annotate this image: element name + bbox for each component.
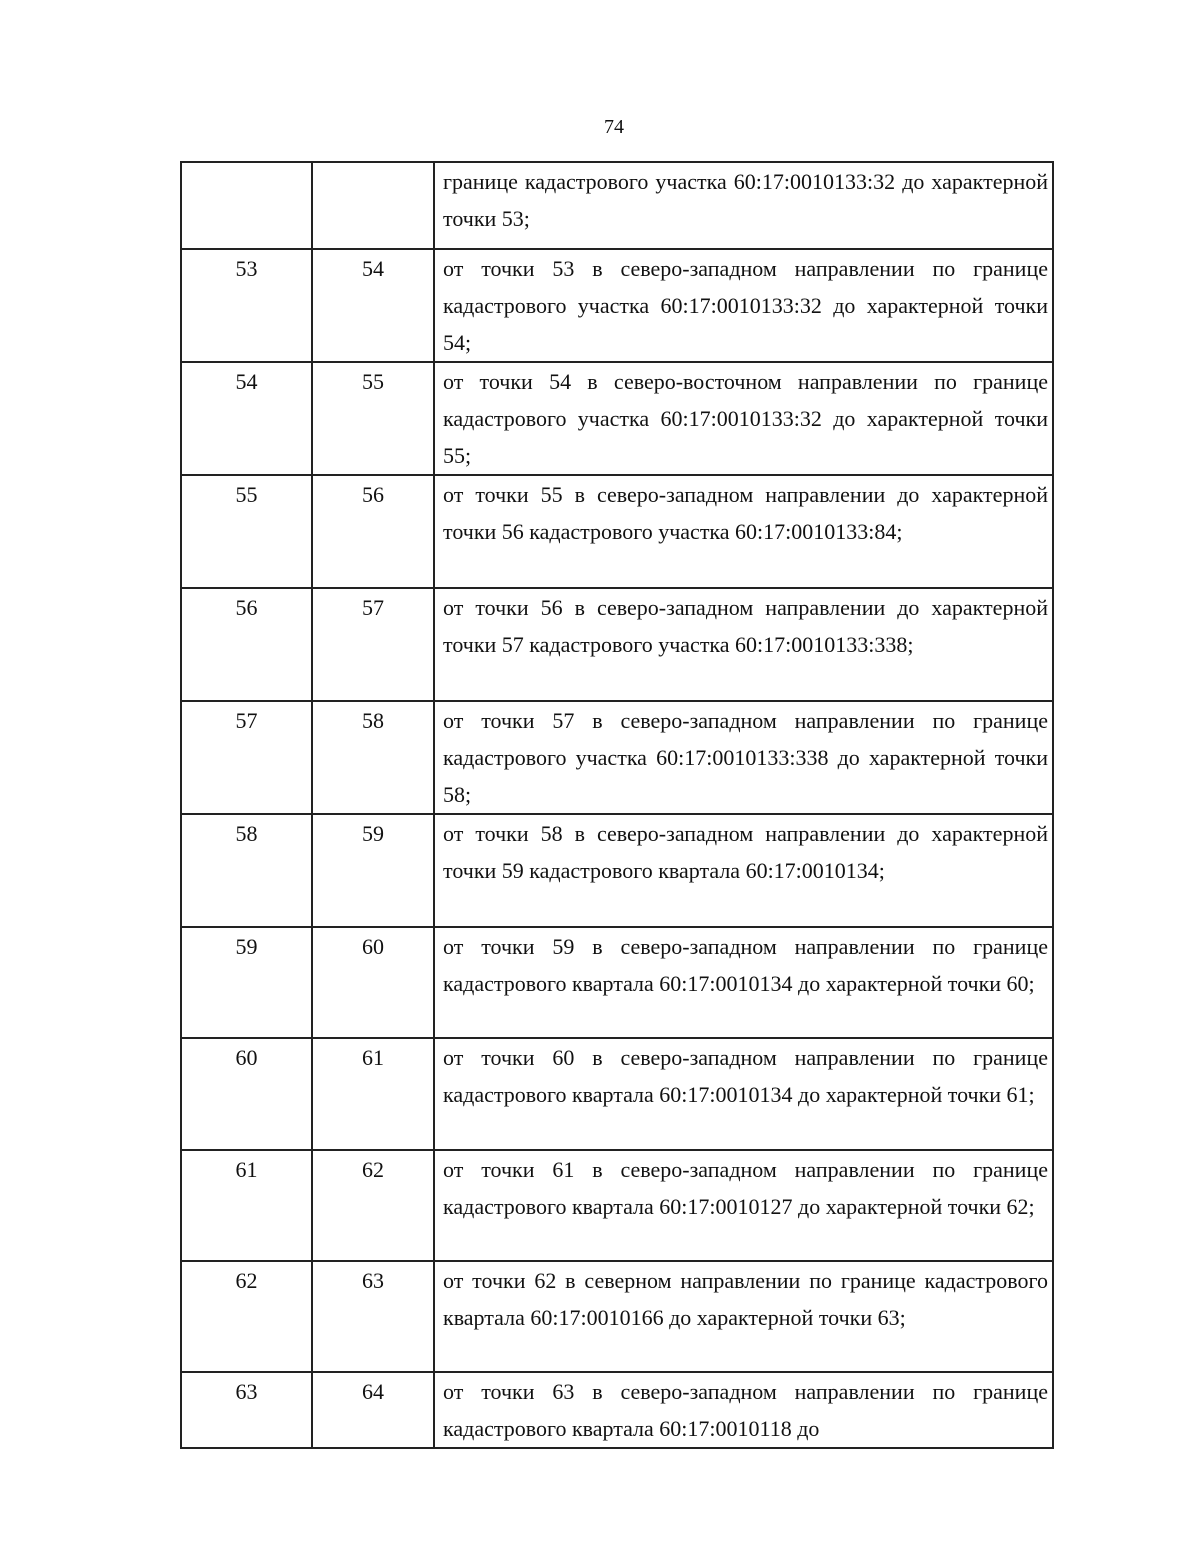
to-point-cell: 62 — [312, 1150, 434, 1261]
description-text: от точки 57 в северо-западном направлении по границе кадастрового участка 60:17:0010133:338 до характерной точки 58; — [443, 708, 1048, 807]
description-cell — [434, 249, 1053, 362]
description-text: от точки 53 в северо-западном направлении по границе кадастрового участка 60:17:0010133:32 до характерной точки 54; — [443, 256, 1048, 355]
description-cell — [434, 1261, 1053, 1372]
to-point-cell: 64 — [312, 1372, 434, 1448]
to-point-cell: 60 — [312, 927, 434, 1038]
description-text: от точки 63 в северо-западном направлении по границе кадастрового квартала 60:17:0010118 до — [443, 1379, 1048, 1441]
from-point-cell — [181, 162, 312, 249]
from-point-cell: 53 — [181, 249, 312, 362]
description-text: от точки 54 в северо-восточном направлении по границе кадастрового участка 60:17:0010133:32 до характерной точки 55; — [443, 369, 1048, 468]
to-point-cell: 55 — [312, 362, 434, 475]
description-cell — [434, 701, 1053, 814]
to-point-cell: 56 — [312, 475, 434, 588]
description-cell — [434, 814, 1053, 927]
from-point-cell: 63 — [181, 1372, 312, 1448]
to-point-cell: 54 — [312, 249, 434, 362]
description-cell — [434, 1038, 1053, 1150]
table-row — [181, 927, 1053, 1038]
table-row — [181, 1261, 1053, 1372]
description-text: от точки 56 в северо-западном направлении до характерной точки 57 кадастрового участка 60:17:0010133:338; — [443, 595, 1048, 657]
description-text: от точки 59 в северо-западном направлении по границе кадастрового квартала 60:17:0010134 до характерной точки 60; — [443, 934, 1048, 996]
table-row — [181, 814, 1053, 927]
description-cell — [434, 588, 1053, 701]
description-cell — [434, 475, 1053, 588]
table-row — [181, 362, 1053, 475]
from-point-cell: 61 — [181, 1150, 312, 1261]
table-row — [181, 162, 1053, 249]
description-text: от точки 60 в северо-западном направлении по границе кадастрового квартала 60:17:0010134 до характерной точки 61; — [443, 1045, 1048, 1107]
to-point-cell — [312, 162, 434, 249]
from-point-cell: 58 — [181, 814, 312, 927]
table-body — [181, 162, 1053, 1448]
from-point-cell: 57 — [181, 701, 312, 814]
from-point-cell: 60 — [181, 1038, 312, 1150]
page-number: 74 — [604, 116, 624, 138]
to-point-cell: 59 — [312, 814, 434, 927]
table-row — [181, 475, 1053, 588]
description-text: от точки 58 в северо-западном направлении до характерной точки 59 кадастрового квартала 60:17:0010134; — [443, 821, 1048, 883]
to-point-cell: 61 — [312, 1038, 434, 1150]
description-cell — [434, 362, 1053, 475]
description-cell — [434, 927, 1053, 1038]
table-row — [181, 701, 1053, 814]
description-cell — [434, 1372, 1053, 1448]
description-cell — [434, 162, 1053, 249]
from-point-cell: 55 — [181, 475, 312, 588]
from-point-cell: 54 — [181, 362, 312, 475]
description-text: от точки 62 в северном направлении по границе кадастрового квартала 60:17:0010166 до характерной точки 63; — [443, 1268, 1048, 1330]
table-row — [181, 1372, 1053, 1448]
to-point-cell: 63 — [312, 1261, 434, 1372]
table-row — [181, 249, 1053, 362]
from-point-cell: 62 — [181, 1261, 312, 1372]
from-point-cell: 59 — [181, 927, 312, 1038]
table-row — [181, 1150, 1053, 1261]
boundary-description-table — [180, 161, 1054, 1449]
to-point-cell: 57 — [312, 588, 434, 701]
table-row — [181, 588, 1053, 701]
from-point-cell: 56 — [181, 588, 312, 701]
description-text: от точки 61 в северо-западном направлении по границе кадастрового квартала 60:17:0010127 до характерной точки 62; — [443, 1157, 1048, 1219]
to-point-cell: 58 — [312, 701, 434, 814]
description-cell — [434, 1150, 1053, 1261]
description-text: от точки 55 в северо-западном направлении до характерной точки 56 кадастрового участка 60:17:0010133:84; — [443, 482, 1048, 544]
description-text: границе кадастрового участка 60:17:0010133:32 до характерной точки 53; — [443, 169, 1048, 231]
table-row — [181, 1038, 1053, 1150]
